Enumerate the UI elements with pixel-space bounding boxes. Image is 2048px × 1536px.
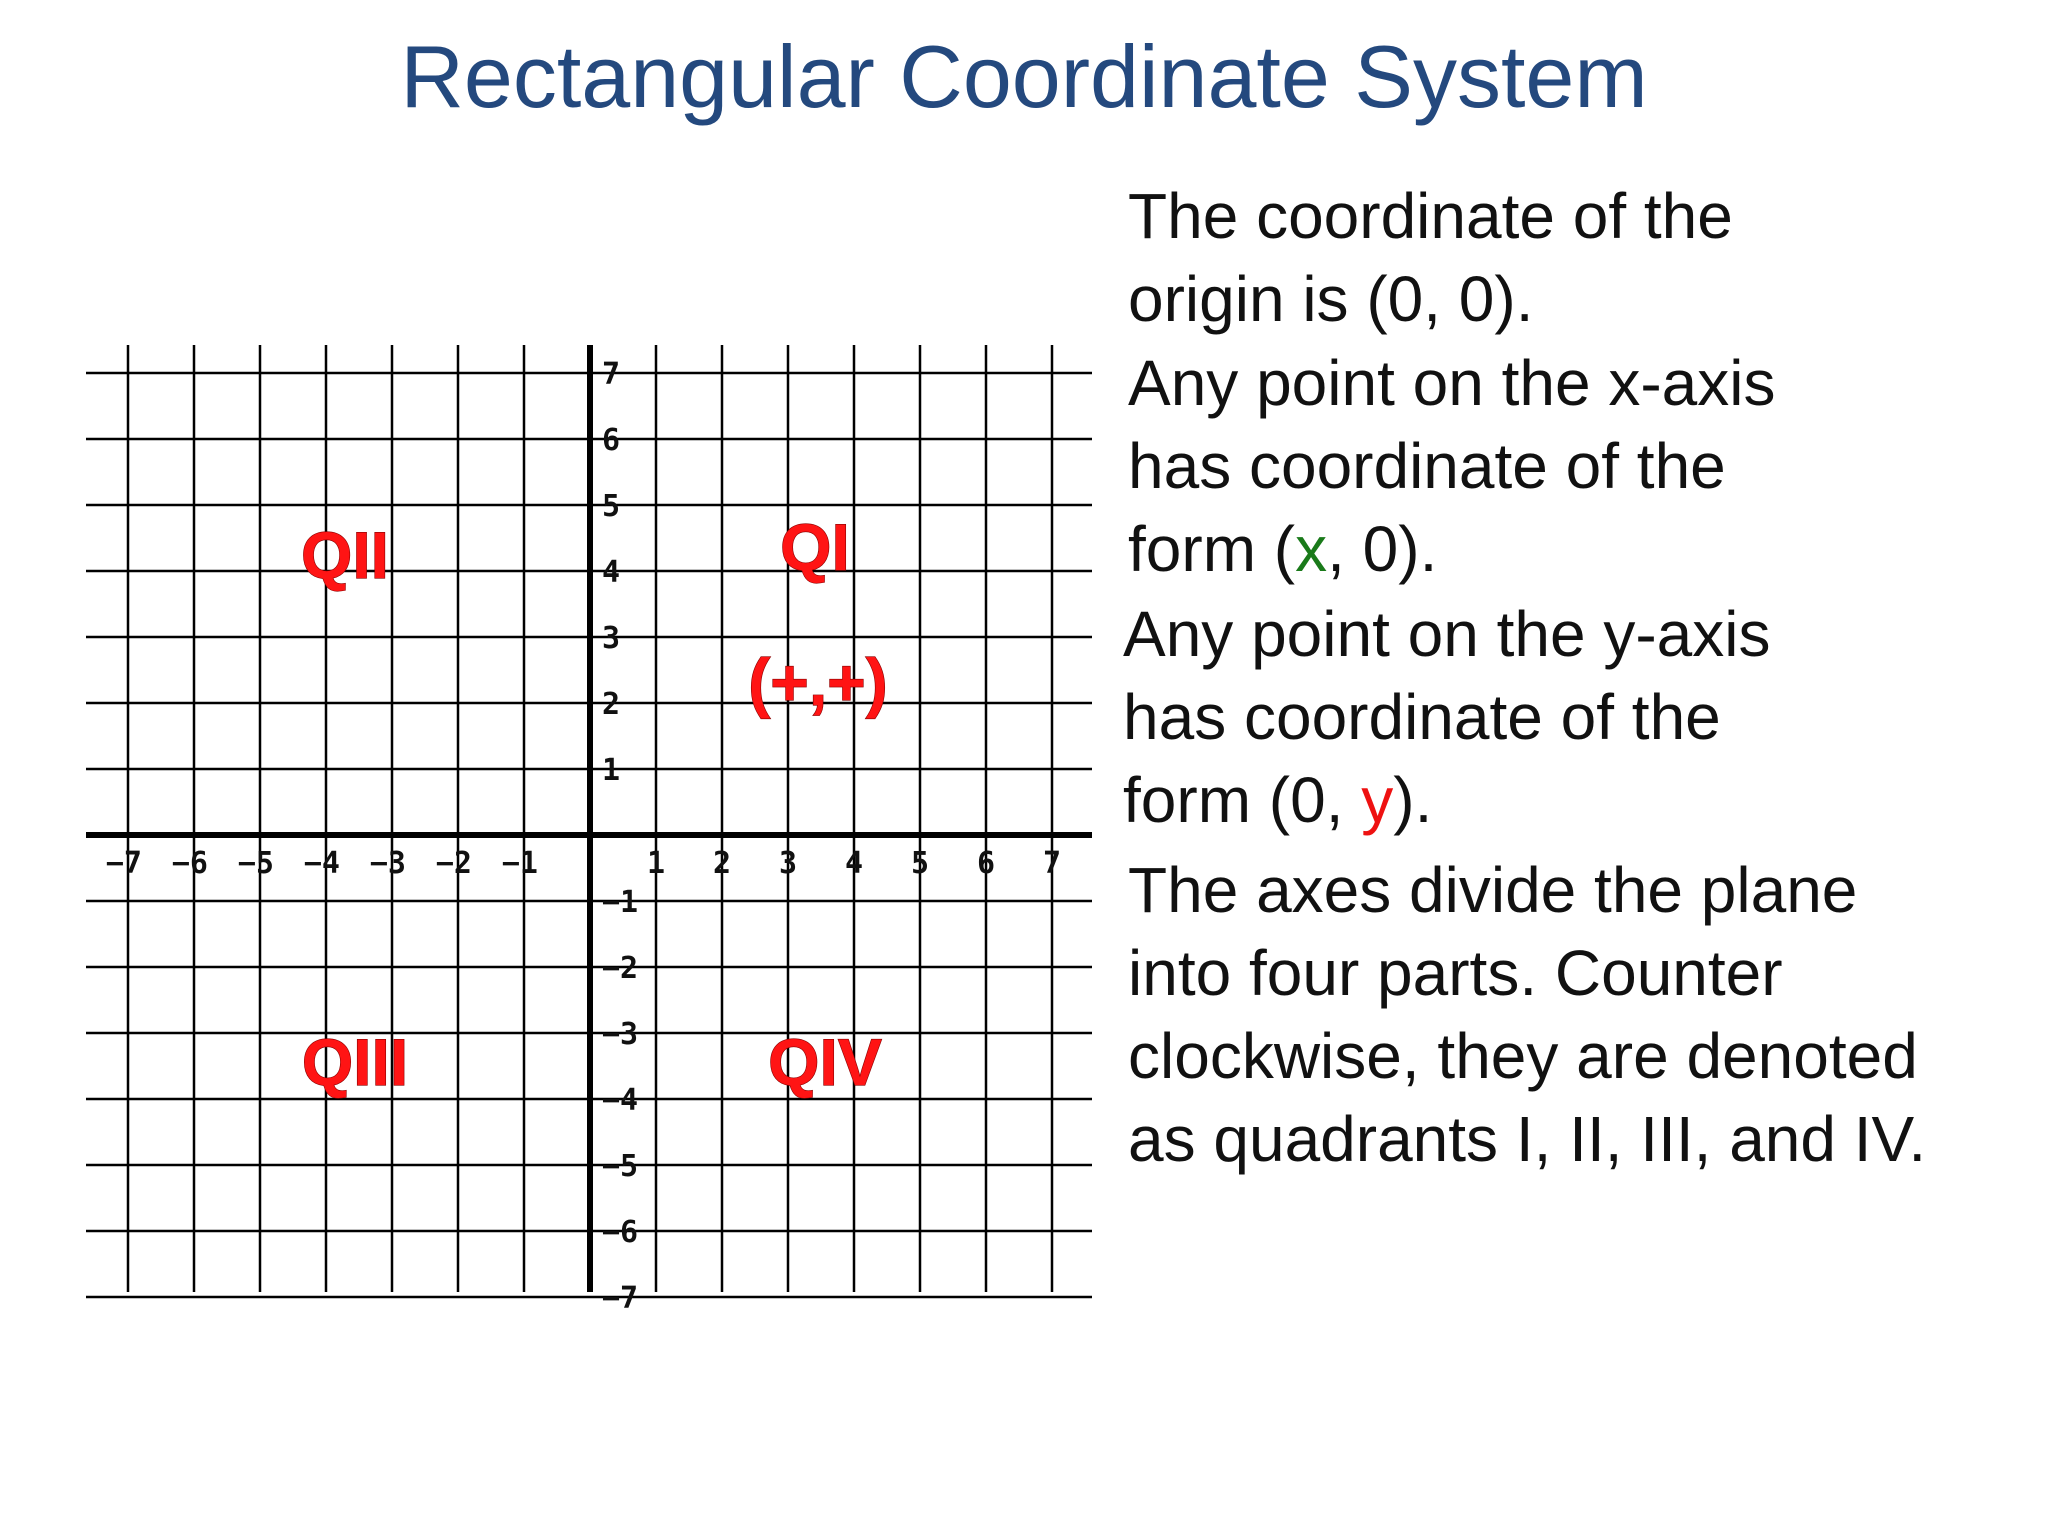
y-tick-label: 1 — [602, 753, 621, 788]
y-tick-label: −4 — [602, 1083, 639, 1118]
x-tick-label: 4 — [844, 846, 864, 881]
y-tick-label: 6 — [602, 423, 621, 458]
x-axis-line-1: Any point on the x-axis — [1128, 347, 1776, 419]
x-tick-label: 3 — [778, 846, 798, 881]
quadrant-label-qi: QI — [780, 510, 850, 584]
x-tick-label: 5 — [910, 846, 930, 881]
y-axis-form-suffix: ). — [1393, 764, 1433, 836]
x-tick-label: −7 — [105, 846, 142, 881]
y-tick-label: 7 — [602, 357, 621, 392]
x-tick-label: −2 — [435, 846, 472, 881]
y-tick-label: 3 — [602, 621, 621, 656]
origin-text-block — [1128, 175, 1733, 341]
slide-title: Rectangular Coordinate System — [400, 27, 1648, 126]
y-tick-label: 2 — [602, 687, 621, 722]
x-tick-label: 1 — [646, 846, 666, 881]
quadrants-line-4: as quadrants I, II, III, and IV. — [1128, 1103, 1927, 1175]
y-tick-label: −5 — [602, 1149, 639, 1184]
y-axis-line-2: has coordinate of the — [1123, 681, 1721, 753]
x-axis-form-prefix: form ( — [1128, 513, 1296, 585]
origin-line-1: The coordinate of the — [1128, 180, 1733, 252]
y-axis-form-prefix: form (0, — [1123, 764, 1362, 836]
origin-line-2: origin is (0, 0). — [1128, 263, 1534, 335]
y-tick-label: −3 — [602, 1017, 639, 1052]
y-axis-line-1: Any point on the y-axis — [1123, 598, 1771, 670]
y-tick-label: 4 — [602, 555, 621, 590]
x-tick-label: −5 — [237, 846, 274, 881]
coordinate-grid — [0, 0, 1100, 1316]
x-tick-label: −6 — [171, 846, 208, 881]
y-tick-label: −2 — [602, 951, 639, 986]
y-axis-line-3 — [1123, 759, 1770, 842]
quadrant-label-qiii: QIII — [301, 1025, 409, 1099]
quadrant-labels — [301, 510, 888, 1099]
y-tick-label: 5 — [602, 489, 621, 524]
quadrants-text-block — [1128, 849, 1926, 1181]
x-tick-label: −1 — [501, 846, 538, 881]
quadrants-line-3: clockwise, they are denoted — [1128, 1020, 1918, 1092]
y-tick-label: −6 — [602, 1215, 639, 1250]
quadrant-label-qii: QII — [300, 518, 390, 592]
x-axis-line-3 — [1128, 508, 1775, 591]
x-axis-tick-labels — [106, 846, 1061, 881]
y-tick-label: −7 — [602, 1281, 639, 1316]
x-tick-label: 7 — [1042, 846, 1062, 881]
x-tick-label: 2 — [712, 846, 732, 881]
x-variable: x — [1295, 513, 1328, 585]
quadrants-line-2: into four parts. Counter — [1128, 937, 1783, 1009]
x-axis-text-block — [1128, 342, 1775, 591]
axes — [86, 345, 1092, 1292]
x-axis-line-2: has coordinate of the — [1128, 430, 1726, 502]
y-variable: y — [1361, 764, 1394, 836]
x-tick-label: −4 — [303, 846, 340, 881]
quadrant-sign-qi: (+,+) — [748, 645, 888, 719]
x-tick-label: −3 — [369, 846, 406, 881]
quadrants-line-1: The axes divide the plane — [1128, 854, 1858, 926]
x-axis-form-suffix: , 0). — [1327, 513, 1438, 585]
quadrant-label-qiv: QIV — [768, 1025, 882, 1099]
y-axis-text-block — [1123, 593, 1770, 842]
y-tick-label: −1 — [602, 885, 639, 920]
x-tick-label: 6 — [976, 846, 996, 881]
